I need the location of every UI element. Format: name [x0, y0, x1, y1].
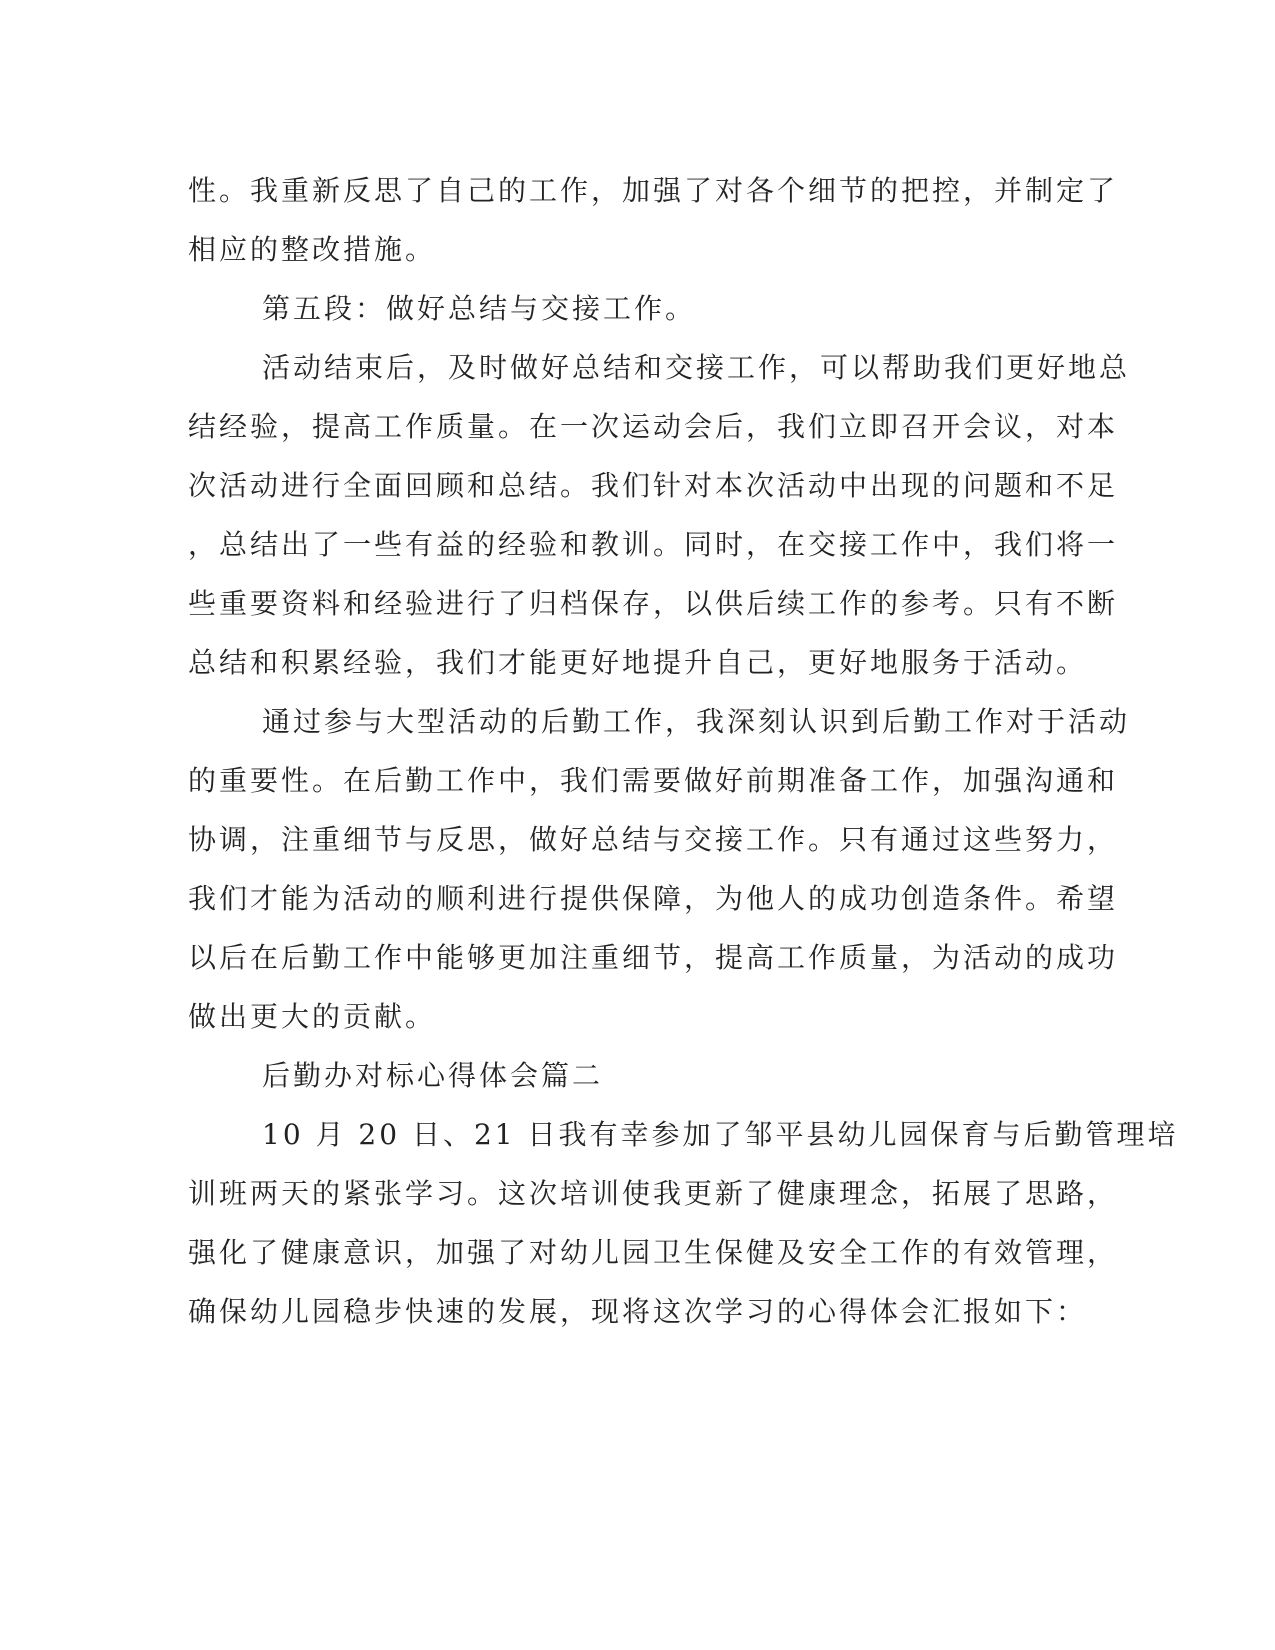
paragraph-line: 次活动进行全面回顾和总结。我们针对本次活动中出现的问题和不足: [188, 469, 1119, 502]
paragraph-line: 通过参与大型活动的后勤工作，我深刻认识到后勤工作对于活动: [262, 705, 1131, 738]
paragraph-line: 协调，注重细节与反思，做好总结与交接工作。只有通过这些努力，: [188, 823, 1119, 856]
paragraph-line: 以后在后勤工作中能够更加注重细节，提高工作质量，为活动的成功: [188, 941, 1119, 974]
document-body: [188, 161, 1179, 1341]
paragraph-line: 训班两天的紧张学习。这次培训使我更新了健康理念，拓展了思路，: [188, 1177, 1119, 1210]
paragraph-line: 我们才能为活动的顺利进行提供保障，为他人的成功创造条件。希望: [188, 882, 1119, 915]
paragraph-line: 的重要性。在后勤工作中，我们需要做好前期准备工作，加强沟通和: [188, 764, 1119, 797]
section-heading: 第五段：做好总结与交接工作。: [262, 292, 697, 325]
paragraph-line: 总结和积累经验，我们才能更好地提升自己，更好地服务于活动。: [188, 646, 1088, 679]
paragraph-line: 性。我重新反思了自己的工作，加强了对各个细节的把控，并制定了: [188, 174, 1119, 207]
article-title: 后勤办对标心得体会篇二: [262, 1059, 604, 1092]
paragraph-line: 10 月 20 日、21 日我有幸参加了邹平县幼儿园保育与后勤管理培: [262, 1118, 1179, 1151]
paragraph-line: 些重要资料和经验进行了归档保存，以供后续工作的参考。只有不断: [188, 587, 1119, 620]
paragraph-line: 做出更大的贡献。: [188, 1000, 437, 1033]
paragraph-line: 强化了健康意识，加强了对幼儿园卫生保健及安全工作的有效管理，: [188, 1236, 1119, 1269]
paragraph-line: ，总结出了一些有益的经验和教训。同时，在交接工作中，我们将一: [188, 528, 1119, 561]
paragraph-line: 结经验，提高工作质量。在一次运动会后，我们立即召开会议，对本: [188, 410, 1119, 443]
paragraph-line: 活动结束后，及时做好总结和交接工作，可以帮助我们更好地总: [262, 351, 1131, 384]
paragraph-line: 相应的整改措施。: [188, 233, 437, 266]
paragraph-line: 确保幼儿园稳步快速的发展，现将这次学习的心得体会汇报如下：: [188, 1295, 1088, 1328]
